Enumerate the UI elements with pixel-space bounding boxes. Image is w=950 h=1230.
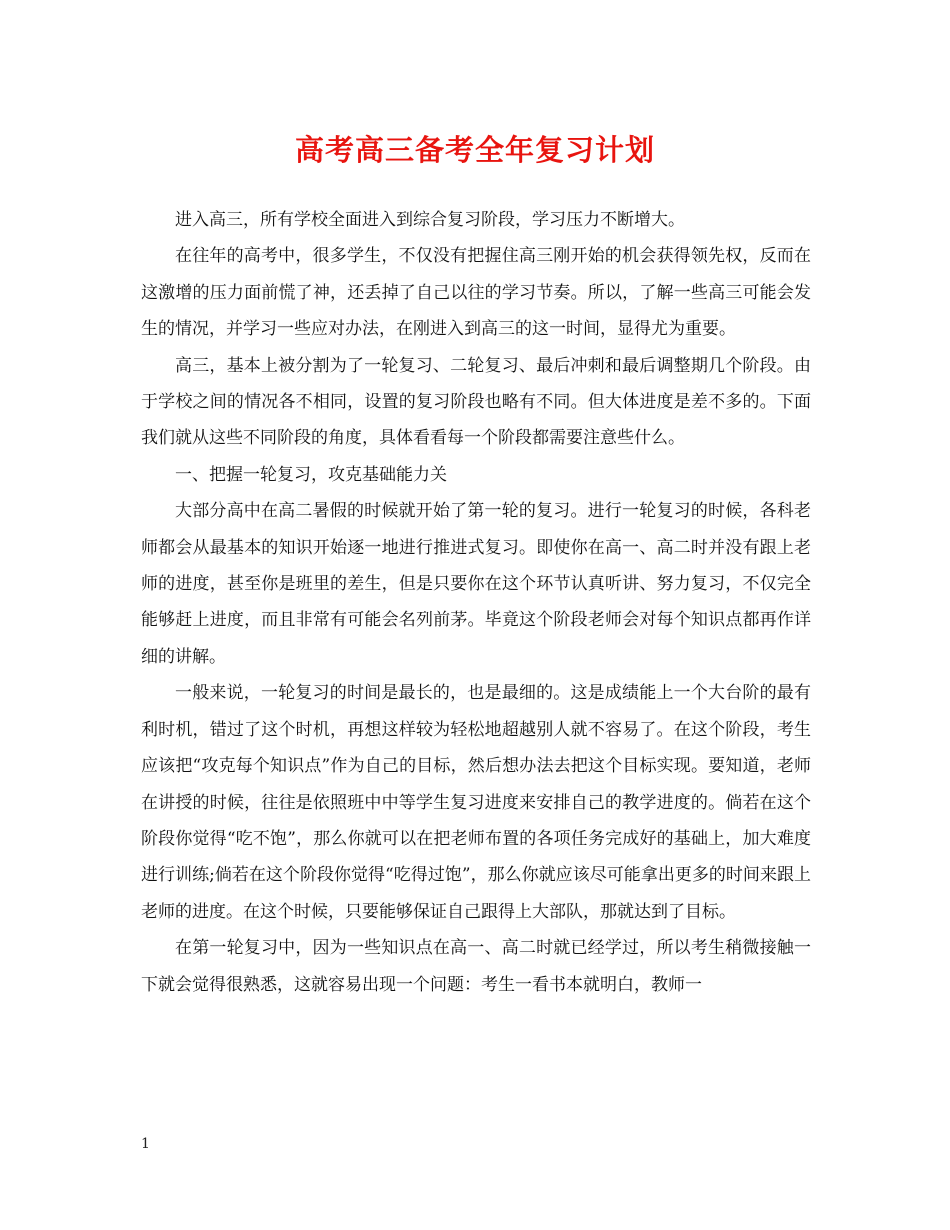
document-body — [141, 202, 811, 1003]
paragraph-intro: 进入高三，所有学校全面进入到综合复习阶段，学习压力不断增大。 — [175, 210, 685, 230]
paragraph-first-round-familiarity: 在第一轮复习中，因为一些知识点在高一、高二时就已经学过，所以考生稍微接触一下就会觉得很熟悉，这就容易出现一个问题：考生一看书本就明白，教师一 — [141, 938, 811, 995]
paragraph-first-round-start: 大部分高中在高二暑假的时候就开始了第一轮的复习。进行一轮复习的时候，各科老师都会从最基本的知识开始逐一地进行推进式复习。即使你在高一、高二时并没有跟上老师的进度，甚至你是班里的差生，但是只要你在这个环节认真听讲、努力复习，不仅完全能够赶上进度，而且非常有可能会名列前茅。毕竟这个阶段老师会对每个知识点都再作详细的讲解。 — [141, 501, 811, 667]
document-title: 高考高三备考全年复习计划 — [294, 133, 655, 167]
paragraph-past-exams: 在往年的高考中，很多学生，不仅没有把握住高三刚开始的机会获得领先权，反而在这激增的压力面前慌了神，还丢掉了自己以往的学习节奏。所以，了解一些高三可能会发生的情况，并学习一些应对办法，在刚进入到高三的这一时间，显得尤为重要。 — [141, 246, 811, 340]
paragraph-first-round-duration: 一般来说，一轮复习的时间是最长的，也是最细的。这是成绩能上一个大台阶的最有利时机，错过了这个时机，再想这样较为轻松地超越别人就不容易了。在这个阶段，考生应该把“攻克每个知识点”作为自己的目标，然后想办法去把这个目标实现。要知道，老师在讲授的时候，往往是依照班中中等学生复习进度来安排自己的教学进度的。倘若在这个阶段你觉得“吃不饱”，那么你就可以在把老师布置的各项任务完成好的基础上，加大难度进行训练;倘若在这个阶段你觉得“吃得过饱”，那么你就应该尽可能拿出更多的时间来跟上老师的进度。在这个时候，只要能够保证自己跟得上大部队，那就达到了目标。 — [141, 683, 811, 922]
paragraph-stages: 高三，基本上被分割为了一轮复习、二轮复习、最后冲刺和最后调整期几个阶段。由于学校之间的情况各不相同，设置的复习阶段也略有不同。但大体进度是差不多的。下面我们就从这些不同阶段的角度，具体看看每一个阶段都需要注意些什么。 — [141, 355, 811, 449]
section-heading-first-round: 一、把握一轮复习，攻克基础能力关 — [175, 464, 447, 485]
page-number: 1 — [141, 1136, 150, 1152]
